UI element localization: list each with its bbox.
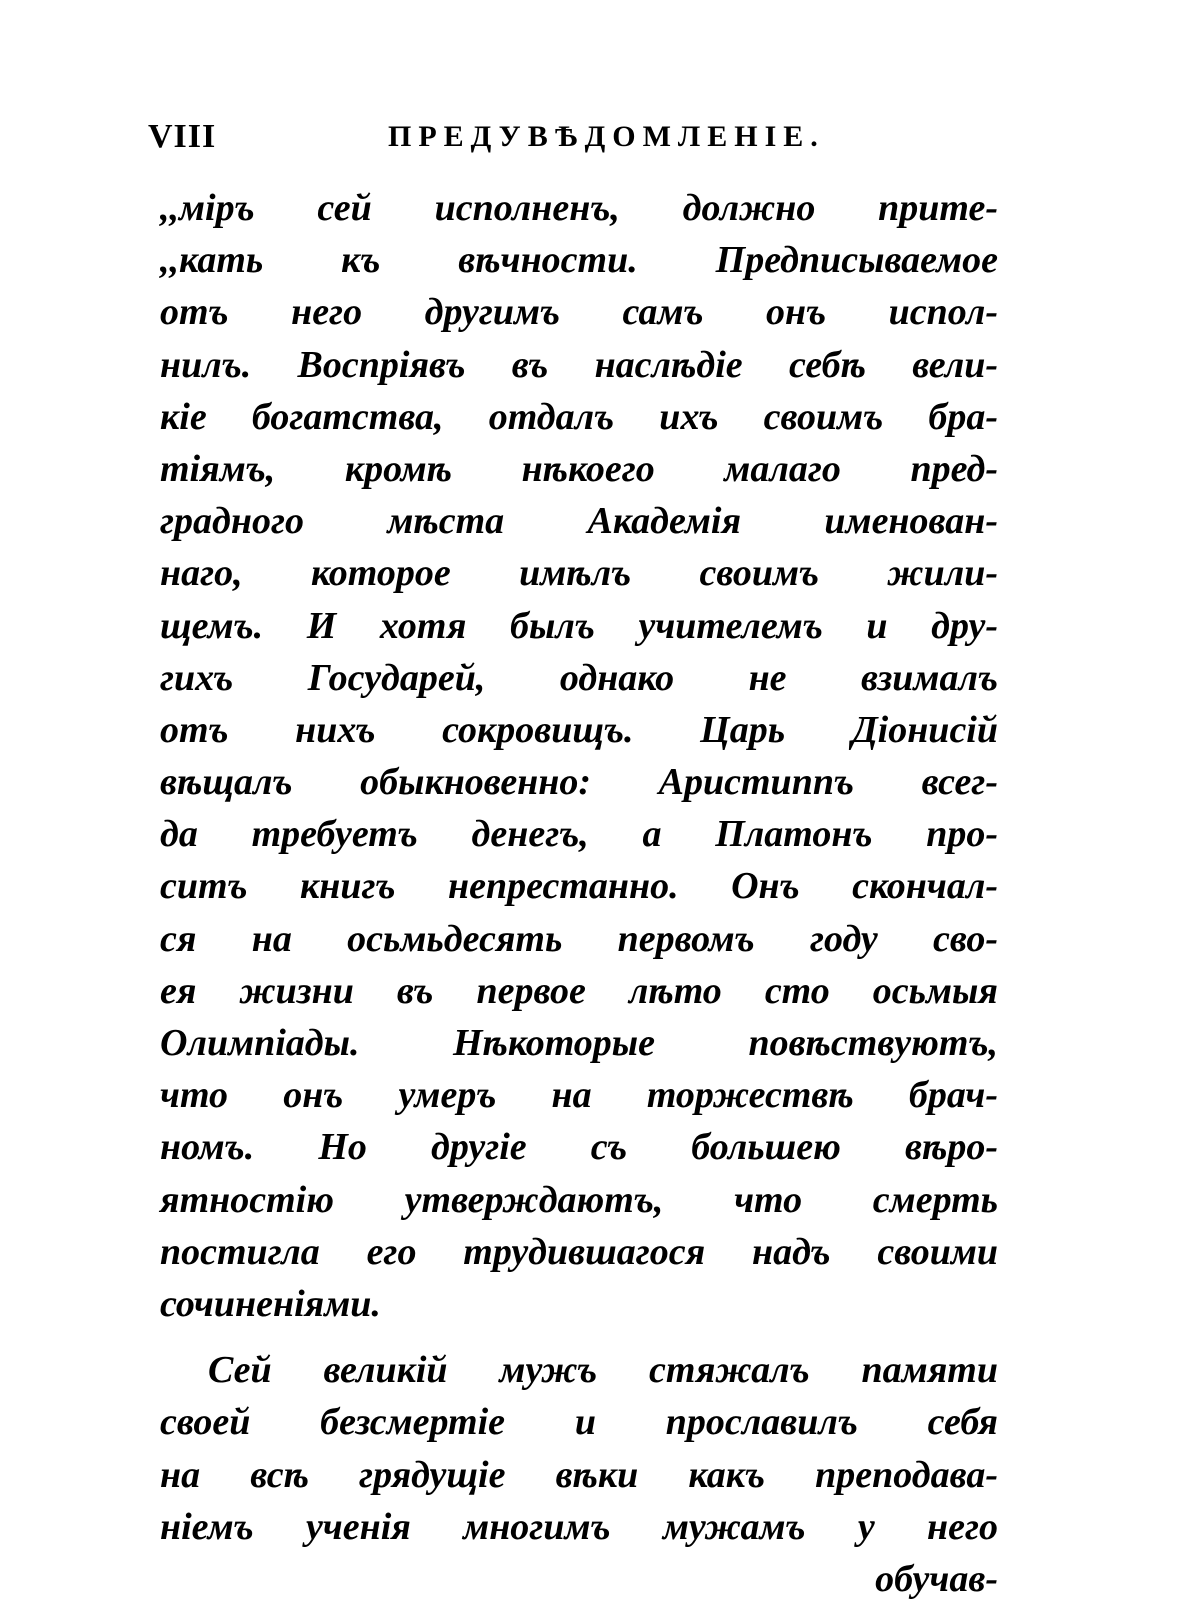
text-line: ея жизни въ первое лѣто сто осьмыя xyxy=(160,969,998,1012)
text-line: градного мѣста Академія именован- xyxy=(160,500,998,543)
paragraph-2 xyxy=(160,1344,998,1553)
body-text xyxy=(160,182,998,1605)
text-line: ніемъ ученія многимъ мужамъ у него xyxy=(160,1505,998,1548)
text-line: своей безсмертіе и прославилъ себя xyxy=(160,1401,998,1444)
page-header xyxy=(148,118,1008,168)
text-line: что онъ умеръ на торжествѣ брач- xyxy=(160,1074,998,1117)
text-line: щемъ. И хотя былъ учителемъ и дру- xyxy=(160,604,998,647)
page-number: VIII xyxy=(148,118,217,155)
text-line: кіе богатства, отдалъ ихъ своимъ бра- xyxy=(160,395,998,438)
text-line: сочиненіями. xyxy=(160,1282,381,1325)
text-line: наго, которое имѣлъ своимъ жили- xyxy=(160,552,998,595)
text-line: номъ. Но другіе съ большею вѣро- xyxy=(160,1126,998,1169)
text-line: ,,мiръ сей исполненъ, должно прите- xyxy=(160,187,998,229)
text-line: отъ нихъ сокровищъ. Царь Діонисій xyxy=(160,708,998,751)
running-head: ПРЕДУВѢДОМЛЕНІЕ. xyxy=(388,120,825,153)
text-line: ятностію утверждаютъ, что смерть xyxy=(160,1178,998,1221)
paragraph-1 xyxy=(160,182,998,1330)
paragraph-gap xyxy=(160,1330,998,1344)
catchword: обучав- xyxy=(875,1557,998,1600)
text-line: тіямъ, кромѣ нѣкоего малаго пред- xyxy=(160,447,998,490)
text-line: постигла его трудившагося надъ своими xyxy=(160,1230,998,1273)
text-line: нилъ. Воспріявъ въ наслѣдіе себѣ вели- xyxy=(160,343,998,386)
text-line: ситъ книгъ непрестанно. Онъ скончал- xyxy=(160,865,998,908)
text-line: да требуетъ денегъ, а Платонъ про- xyxy=(160,813,998,856)
text-line: Сей великій мужъ стяжалъ памяти xyxy=(208,1349,998,1392)
text-line: на всѣ грядущіе вѣки какъ преподава- xyxy=(160,1453,998,1496)
text-line: Олимпіады. Нѣкоторые повѣствуютъ, xyxy=(160,1022,998,1064)
text-line: гихъ Государей, однако не взималъ xyxy=(160,656,998,699)
text-line: ,,кать къ вѣчности. Предписываемое xyxy=(160,239,998,282)
text-line: отъ него другимъ самъ онъ испол- xyxy=(160,291,998,334)
text-line: ся на осьмьдесять первомъ году сво- xyxy=(160,917,998,960)
text-line: вѣщалъ обыкновенно: Аристиппъ всег- xyxy=(160,761,998,804)
